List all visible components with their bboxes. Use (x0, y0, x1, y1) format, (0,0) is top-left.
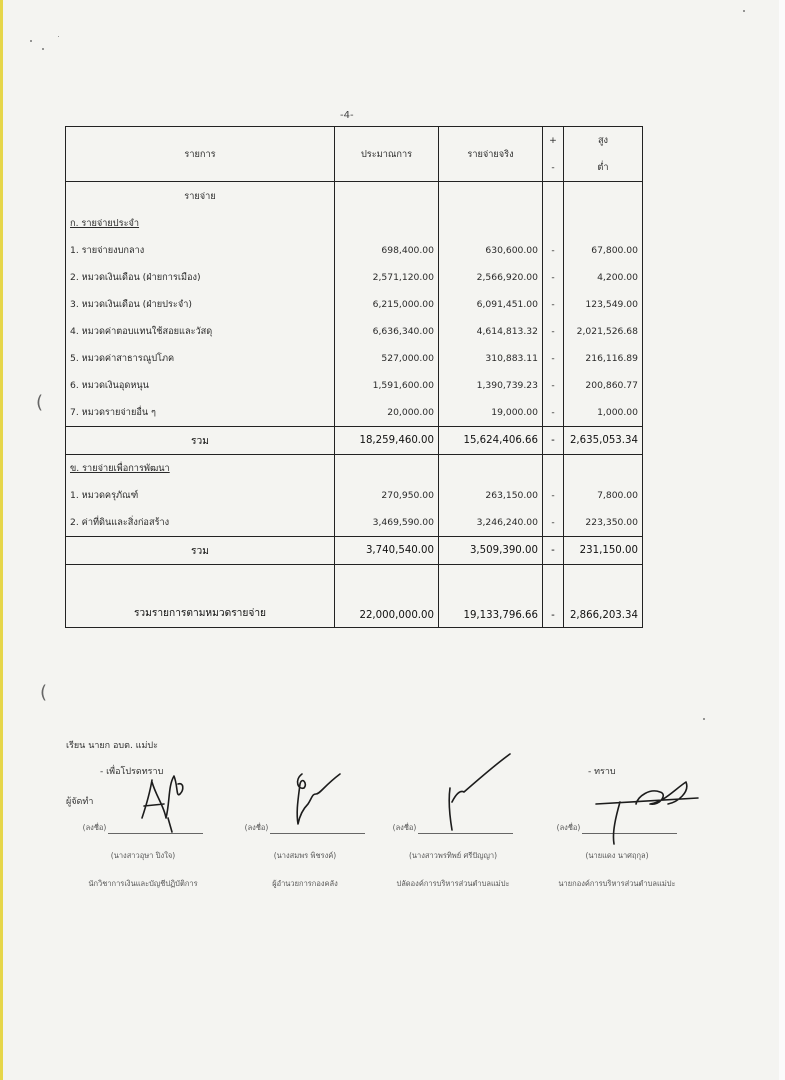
row-actual: 19,000.00 (439, 399, 543, 427)
row-estimate: 3,469,590.00 (335, 509, 439, 537)
total-diff: 231,150.00 (564, 537, 643, 565)
section-title-row (66, 182, 643, 211)
table-row (66, 237, 643, 264)
row-name: 1. รายจ่ายงบกลาง (66, 237, 335, 264)
row-sign: - (543, 318, 564, 345)
table-row (66, 399, 643, 427)
handwritten-signature-3 (440, 752, 516, 836)
row-actual: 3,246,240.00 (439, 509, 543, 537)
row-name: 2. ค่าที่ดินและสิ่งก่อสร้าง (66, 509, 335, 537)
margin-mark: ( (40, 682, 48, 703)
table-row (66, 291, 643, 318)
row-estimate: 2,571,120.00 (335, 264, 439, 291)
scan-speck (743, 10, 745, 12)
row-diff: 1,000.00 (564, 399, 643, 427)
header-actual: รายจ่ายจริง (439, 127, 543, 182)
header-estimate: ประมาณการ (335, 127, 439, 182)
signature-label: (ลงชื่อ) (244, 823, 269, 832)
total-diff: 2,635,053.34 (564, 427, 643, 455)
table-row (66, 372, 643, 399)
signature-label: (ลงชื่อ) (82, 823, 107, 832)
row-diff: 200,860.77 (564, 372, 643, 399)
total-estimate: 18,259,460.00 (335, 427, 439, 455)
row-diff: 2,021,526.68 (564, 318, 643, 345)
margin-mark: ( (36, 392, 44, 413)
row-sign: - (543, 264, 564, 291)
grand-total-estimate: 22,000,000.00 (335, 565, 439, 628)
header-minus: - (551, 162, 555, 173)
header-diff (564, 127, 643, 182)
signer-position: นักวิชาการเงินและบัญชีปฏิบัติการ (88, 879, 198, 888)
section-title: รายจ่าย (66, 182, 335, 211)
development-total-row (66, 537, 643, 565)
row-estimate: 270,950.00 (335, 482, 439, 509)
row-actual: 310,883.11 (439, 345, 543, 372)
scan-speck (58, 36, 59, 37)
page-edge-left (0, 0, 3, 1080)
signer-name: (นางสาวอุษา ปิงใจ) (110, 851, 176, 860)
row-diff: 7,800.00 (564, 482, 643, 509)
handwritten-signature-1 (138, 772, 188, 834)
note-for-acknowledgement: - เพื่อโปรดทราบ (100, 767, 164, 777)
note-acknowledged: - ทราบ (588, 767, 616, 777)
total-sign: - (543, 537, 564, 565)
page-number: -4- (340, 110, 354, 121)
table-row (66, 509, 643, 537)
signature-label: (ลงชื่อ) (556, 823, 581, 832)
signer-position: ผู้อำนวยการกองคลัง (272, 879, 338, 888)
row-estimate: 6,636,340.00 (335, 318, 439, 345)
recurring-title: ก. รายจ่ายประจำ (66, 210, 335, 237)
row-name: 2. หมวดเงินเดือน (ฝ่ายการเมือง) (66, 264, 335, 291)
header-low: ต่ำ (597, 162, 609, 173)
header-plus: + (549, 135, 557, 146)
total-estimate: 3,740,540.00 (335, 537, 439, 565)
row-name: 6. หมวดเงินอุดหนุน (66, 372, 335, 399)
scan-speck (30, 40, 32, 42)
row-actual: 6,091,451.00 (439, 291, 543, 318)
row-diff: 216,116.89 (564, 345, 643, 372)
scan-speck (42, 48, 44, 50)
row-sign: - (543, 399, 564, 427)
table-header-row (66, 127, 643, 182)
total-actual: 3,509,390.00 (439, 537, 543, 565)
development-rows (66, 482, 643, 537)
row-diff: 67,800.00 (564, 237, 643, 264)
row-estimate: 1,591,600.00 (335, 372, 439, 399)
row-estimate: 20,000.00 (335, 399, 439, 427)
grand-total-row (66, 565, 643, 628)
total-actual: 15,624,406.66 (439, 427, 543, 455)
signer-name: (นางสาวพรทิพย์ ศรีปัญญา) (408, 851, 498, 860)
row-estimate: 527,000.00 (335, 345, 439, 372)
budget-table (65, 126, 643, 628)
row-name: 5. หมวดค่าสาธารณูปโภค (66, 345, 335, 372)
row-actual: 263,150.00 (439, 482, 543, 509)
row-estimate: 698,400.00 (335, 237, 439, 264)
page-edge-right (779, 0, 785, 1080)
signature-line (270, 833, 365, 834)
total-label: รวม (66, 537, 335, 565)
row-sign: - (543, 509, 564, 537)
row-diff: 223,350.00 (564, 509, 643, 537)
row-sign: - (543, 291, 564, 318)
preparer-label: ผู้จัดทำ (66, 797, 94, 807)
signer-position: นายกองค์การบริหารส่วนตำบลแม่ปะ (558, 879, 676, 888)
signature-label: (ลงชื่อ) (392, 823, 417, 832)
table-row (66, 345, 643, 372)
row-name: 3. หมวดเงินเดือน (ฝ่ายประจำ) (66, 291, 335, 318)
development-title-row (66, 455, 643, 483)
development-title: ข. รายจ่ายเพื่อการพัฒนา (66, 455, 335, 483)
total-label: รวม (66, 427, 335, 455)
row-actual: 4,614,813.32 (439, 318, 543, 345)
row-diff: 4,200.00 (564, 264, 643, 291)
grand-total-actual: 19,133,796.66 (439, 565, 543, 628)
header-sign (543, 127, 564, 182)
table-row (66, 482, 643, 509)
row-actual: 2,566,920.00 (439, 264, 543, 291)
grand-total-label: รวมรายการตามหมวดรายจ่าย (66, 565, 335, 628)
recurring-total-row (66, 427, 643, 455)
addressee: เรียน นายก อบต. แม่ปะ (66, 741, 158, 751)
row-sign: - (543, 345, 564, 372)
total-sign: - (543, 427, 564, 455)
signer-name: (นางสมพร พิชรงค์) (273, 851, 337, 860)
header-item: รายการ (66, 127, 335, 182)
signer-name: (นายแดง นาศฤกุล) (585, 851, 649, 860)
row-sign: - (543, 237, 564, 264)
row-actual: 1,390,739.23 (439, 372, 543, 399)
handwritten-signature-4 (590, 776, 714, 848)
handwritten-signature-2 (288, 770, 348, 832)
row-estimate: 6,215,000.00 (335, 291, 439, 318)
table-row (66, 264, 643, 291)
row-name: 1. หมวดครุภัณฑ์ (66, 482, 335, 509)
signer-position: ปลัดองค์การบริหารส่วนตำบลแม่ปะ (396, 879, 510, 888)
grand-total-diff: 2,866,203.34 (564, 565, 643, 628)
grand-total-sign: - (543, 565, 564, 628)
scan-speck (703, 718, 705, 720)
row-name: 4. หมวดค่าตอบแทนใช้สอยและวัสดุ (66, 318, 335, 345)
row-sign: - (543, 482, 564, 509)
row-sign: - (543, 372, 564, 399)
recurring-title-row (66, 210, 643, 237)
recurring-rows (66, 237, 643, 427)
row-name: 7. หมวดรายจ่ายอื่น ๆ (66, 399, 335, 427)
row-actual: 630,600.00 (439, 237, 543, 264)
header-high: สูง (597, 135, 609, 146)
table-row (66, 318, 643, 345)
row-diff: 123,549.00 (564, 291, 643, 318)
